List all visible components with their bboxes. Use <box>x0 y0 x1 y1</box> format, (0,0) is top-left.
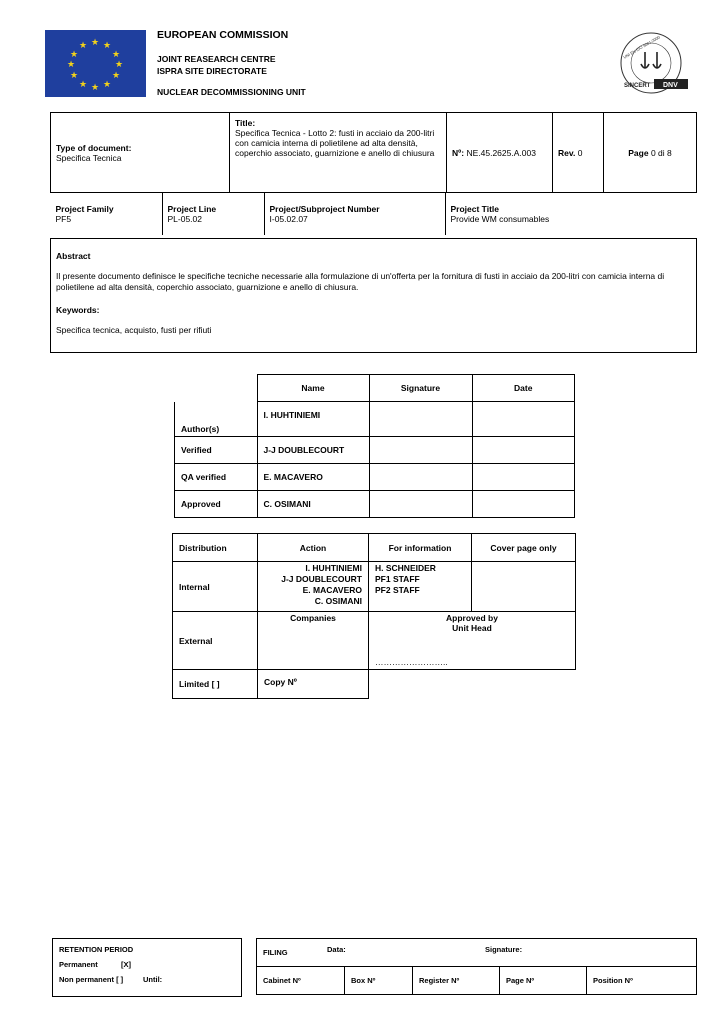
signature-table <box>174 374 575 518</box>
limited-label: Limited [ ] <box>173 670 258 699</box>
col-date: Date <box>472 375 575 402</box>
abstract-text: Il presente documento definisce le specifiche tecniche necessarie alla formulazione di un'offerta per la fornitura di fusti in acciaio da 200-litri con camicia interna di polietilene ad alta densità, coperchio associato, guarnizione e anello di chiusura. <box>56 271 665 292</box>
name-author: I. HUHTINIEMI <box>257 402 369 437</box>
star-icon: ★ <box>70 70 79 80</box>
filing-header <box>257 939 697 967</box>
permanent-label: Permanent <box>59 960 98 969</box>
star-icon: ★ <box>103 79 112 89</box>
star-icon: ★ <box>112 70 121 80</box>
subproject-cell: Project/Subproject Number I-05.02.07 <box>264 193 445 235</box>
signature-field[interactable] <box>369 437 472 464</box>
svg-text:SINCERT: SINCERT <box>624 83 651 89</box>
until-label: Until: <box>143 975 163 984</box>
role-approved: Approved <box>175 491 258 518</box>
signature-field[interactable] <box>369 491 472 518</box>
role-author: Author(s) <box>175 402 258 437</box>
date-field[interactable] <box>472 402 575 437</box>
col-signature: Signature <box>369 375 472 402</box>
centre-title: JOINT REASEARCH CENTRE ISPRA SITE DIRECTORATE <box>157 54 276 76</box>
col-action: Action <box>258 534 369 562</box>
svg-text:UNI EN ISO 9001:2000: UNI EN ISO 9001:2000 <box>622 34 661 60</box>
cabinet-field[interactable]: Cabinet Nº <box>257 967 345 995</box>
name-verified: J-J DOUBLECOURT <box>257 437 369 464</box>
document-info-table <box>50 112 697 353</box>
data-label: Data: <box>327 945 346 954</box>
signature-field[interactable] <box>369 464 472 491</box>
star-icon: ★ <box>91 82 100 92</box>
companies-label: Companies <box>258 612 369 670</box>
doc-number-cell: Nº: NE.45.2625.A.003 <box>447 113 553 193</box>
permanent-checkbox[interactable]: [X] <box>121 960 131 969</box>
name-approved: C. OSIMANI <box>257 491 369 518</box>
position-field[interactable]: Position Nº <box>587 967 697 995</box>
internal-action-list: I. HUHTINIEMI J-J DOUBLECOURT E. MACAVERO C. OSIMANI <box>258 562 369 612</box>
project-family-cell: Project Family PF5 <box>51 193 163 235</box>
col-distribution: Distribution <box>173 534 258 562</box>
certification-logo <box>618 30 690 96</box>
retention-title: RETENTION PERIOD <box>59 945 134 954</box>
project-title-cell: Project Title Provide WM consumables <box>450 204 550 224</box>
role-qa: QA verified <box>175 464 258 491</box>
signature-dots: …………………….. <box>375 657 448 667</box>
star-icon: ★ <box>112 49 121 59</box>
keywords-heading: Keywords: <box>56 305 100 315</box>
distribution-table <box>172 533 576 699</box>
filing-label: FILING <box>263 948 288 957</box>
keywords-text: Specifica tecnica, acquisto, fusti per rifiuti <box>56 325 212 335</box>
cover-page-field[interactable] <box>472 562 576 612</box>
svg-text:DNV: DNV <box>663 82 678 89</box>
date-field[interactable] <box>472 437 575 464</box>
col-info: For information <box>369 534 472 562</box>
signature-label: Signature: <box>485 945 523 954</box>
project-line-cell: Project Line PL-05.02 <box>162 193 264 235</box>
star-icon: ★ <box>67 59 76 69</box>
star-icon: ★ <box>79 40 88 50</box>
col-name: Name <box>257 375 369 402</box>
org-title: EUROPEAN COMMISSION <box>157 29 289 41</box>
col-cover: Cover page only <box>472 534 576 562</box>
title-cell: Title: Specifica Tecnica - Lotto 2: fusti in acciaio da 200-litri con camicia interna di polietilene ad alta densità, coperchio associato, guarnizione e anello di chiusura <box>230 113 447 193</box>
signature-field[interactable] <box>369 402 472 437</box>
date-field[interactable] <box>472 491 575 518</box>
eu-flag-logo <box>45 30 146 97</box>
abstract-heading: Abstract <box>56 251 91 261</box>
approved-cell: Approved by Unit Head …………………….. <box>369 612 576 670</box>
role-verified: Verified <box>175 437 258 464</box>
page-field[interactable]: Page Nº <box>500 967 587 995</box>
star-icon: ★ <box>79 79 88 89</box>
type-cell: Type of document: Specifica Tecnica <box>51 113 230 193</box>
star-icon: ★ <box>70 49 79 59</box>
unit-title: NUCLEAR DECOMMISSIONING UNIT <box>157 87 306 97</box>
retention-box <box>52 938 242 997</box>
non-permanent-checkbox[interactable]: Non permanent [ ] <box>59 975 124 984</box>
abstract-cell <box>51 239 697 353</box>
name-qa: E. MACAVERO <box>257 464 369 491</box>
page-cell: Page 0 di 8 <box>604 113 697 193</box>
date-field[interactable] <box>472 464 575 491</box>
internal-info-list: H. SCHNEIDER PF1 STAFF PF2 STAFF <box>369 562 472 612</box>
revision-cell: Rev. 0 <box>553 113 604 193</box>
external-label: External <box>173 612 258 670</box>
internal-label: Internal <box>173 562 258 612</box>
register-field[interactable]: Register Nº <box>413 967 500 995</box>
box-field[interactable]: Box Nº <box>345 967 413 995</box>
star-icon: ★ <box>103 40 112 50</box>
copy-label: Copy Nº <box>258 670 369 699</box>
star-icon: ★ <box>115 59 124 69</box>
star-icon: ★ <box>91 37 100 47</box>
filing-table <box>256 938 697 995</box>
